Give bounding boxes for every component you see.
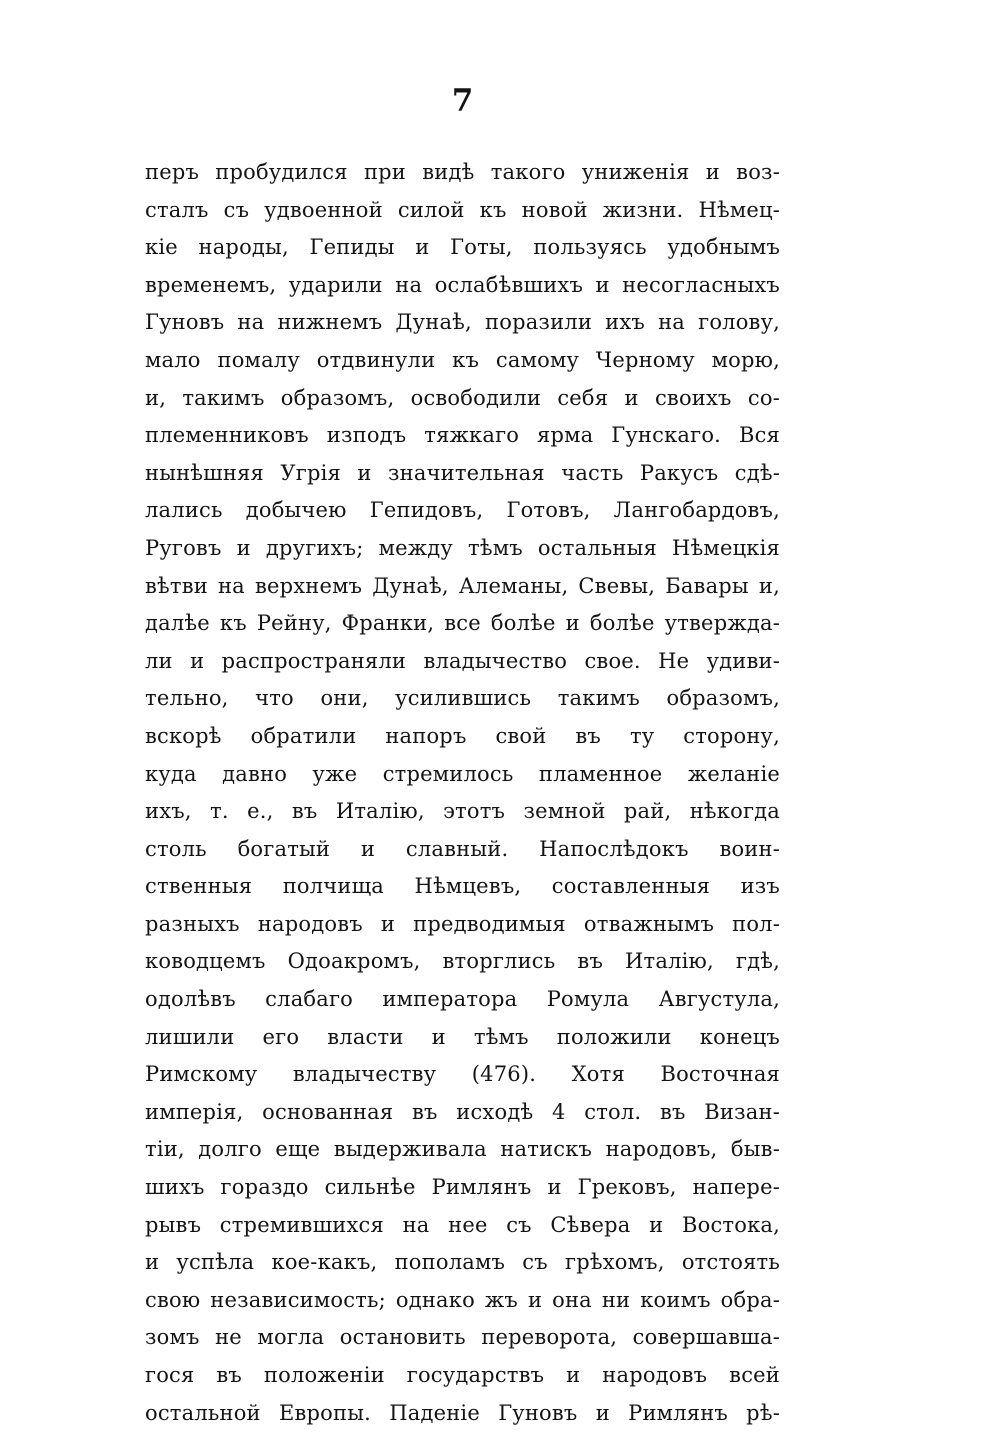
text-line: тіи, долго еще выдерживала натискъ народовъ, быв- (145, 1137, 780, 1162)
body-text (145, 154, 780, 1432)
text-line: нынѣшняя Угрія и значительная часть Ракусъ сдѣ- (145, 460, 780, 485)
text-line: мало помалу отдвинули къ самому Черному морю, (145, 347, 780, 372)
page-number: 7 (451, 83, 474, 119)
text-line: остальной Европы. Паденіе Гуновъ и Римлянъ рѣ- (145, 1400, 780, 1425)
text-line: кіе народы, Гепиды и Готы, пользуясь удобнымъ (145, 235, 780, 260)
text-line: одолѣвъ слабаго императора Ромула Августула, (145, 987, 780, 1012)
text-line: тельно, что они, усилившись такимъ образомъ, (145, 686, 780, 711)
text-line: далѣе къ Рейну, Франки, все болѣе и болѣе утвержда- (145, 611, 780, 636)
text-line: вскорѣ обратили напоръ свой въ ту сторону, (145, 723, 780, 748)
text-line: и успѣла кое-какъ, пополамъ съ грѣхомъ, отстоять (145, 1250, 780, 1275)
text-line: зомъ не могла остановить переворота, совершавша- (145, 1325, 780, 1350)
text-line: вѣтви на верхнемъ Дунаѣ, Алеманы, Свевы, Бавары и, (145, 573, 780, 598)
text-line: сталъ съ удвоенной силой къ новой жизни. Нѣмец- (145, 197, 780, 222)
text-line: куда давно уже стремилось пламенное желаніе (145, 761, 780, 786)
text-line: ли и распространяли владычество свое. Не удиви- (145, 648, 780, 673)
text-line: ководцемъ Одоакромъ, вторглись въ Италію, гдѣ, (145, 949, 780, 974)
text-line: разныхъ народовъ и предводимыя отважнымъ пол- (145, 911, 780, 936)
text-line: Гуновъ на нижнемъ Дунаѣ, поразили ихъ на голову, (145, 310, 780, 335)
text-line: столь богатый и славный. Напослѣдокъ воин- (145, 836, 780, 861)
text-line: Римскому владычеству (476). Хотя Восточная (145, 1062, 780, 1087)
text-line: временемъ, ударили на ослабѣвшихъ и несогласныхъ (145, 272, 780, 297)
text-line: ственныя полчища Нѣмцевъ, составленныя изъ (145, 874, 780, 899)
text-line: перъ пробудился при видѣ такого униженія и воз- (145, 160, 780, 184)
text-line: лались добычею Гепидовъ, Готовъ, Лангобардовъ, (145, 498, 780, 523)
text-line: имперія, основанная въ исходѣ 4 стол. въ Визан- (145, 1099, 780, 1124)
text-line: рывъ стремившихся на нее съ Сѣвера и Востока, (145, 1212, 780, 1237)
text-line: племенниковъ изподъ тяжкаго ярма Гунскаго. Вся (145, 423, 780, 448)
text-line: ихъ, т. е., въ Италію, этотъ земной рай, нѣкогда (145, 799, 780, 824)
text-line: шихъ гораздо сильнѣе Римлянъ и Грековъ, напере- (145, 1175, 780, 1200)
text-line: гося въ положеніи государствъ и народовъ всей (145, 1363, 780, 1387)
text-line: свою независимость; однако жъ и она ни коимъ обра- (145, 1287, 780, 1312)
text-line: и, такимъ образомъ, освободили себя и своихъ со- (145, 385, 780, 410)
text-line: лишили его власти и тѣмъ положили конецъ (145, 1024, 780, 1049)
text-line: Руговъ и другихъ; между тѣмъ остальныя Нѣмецкія (145, 535, 780, 560)
